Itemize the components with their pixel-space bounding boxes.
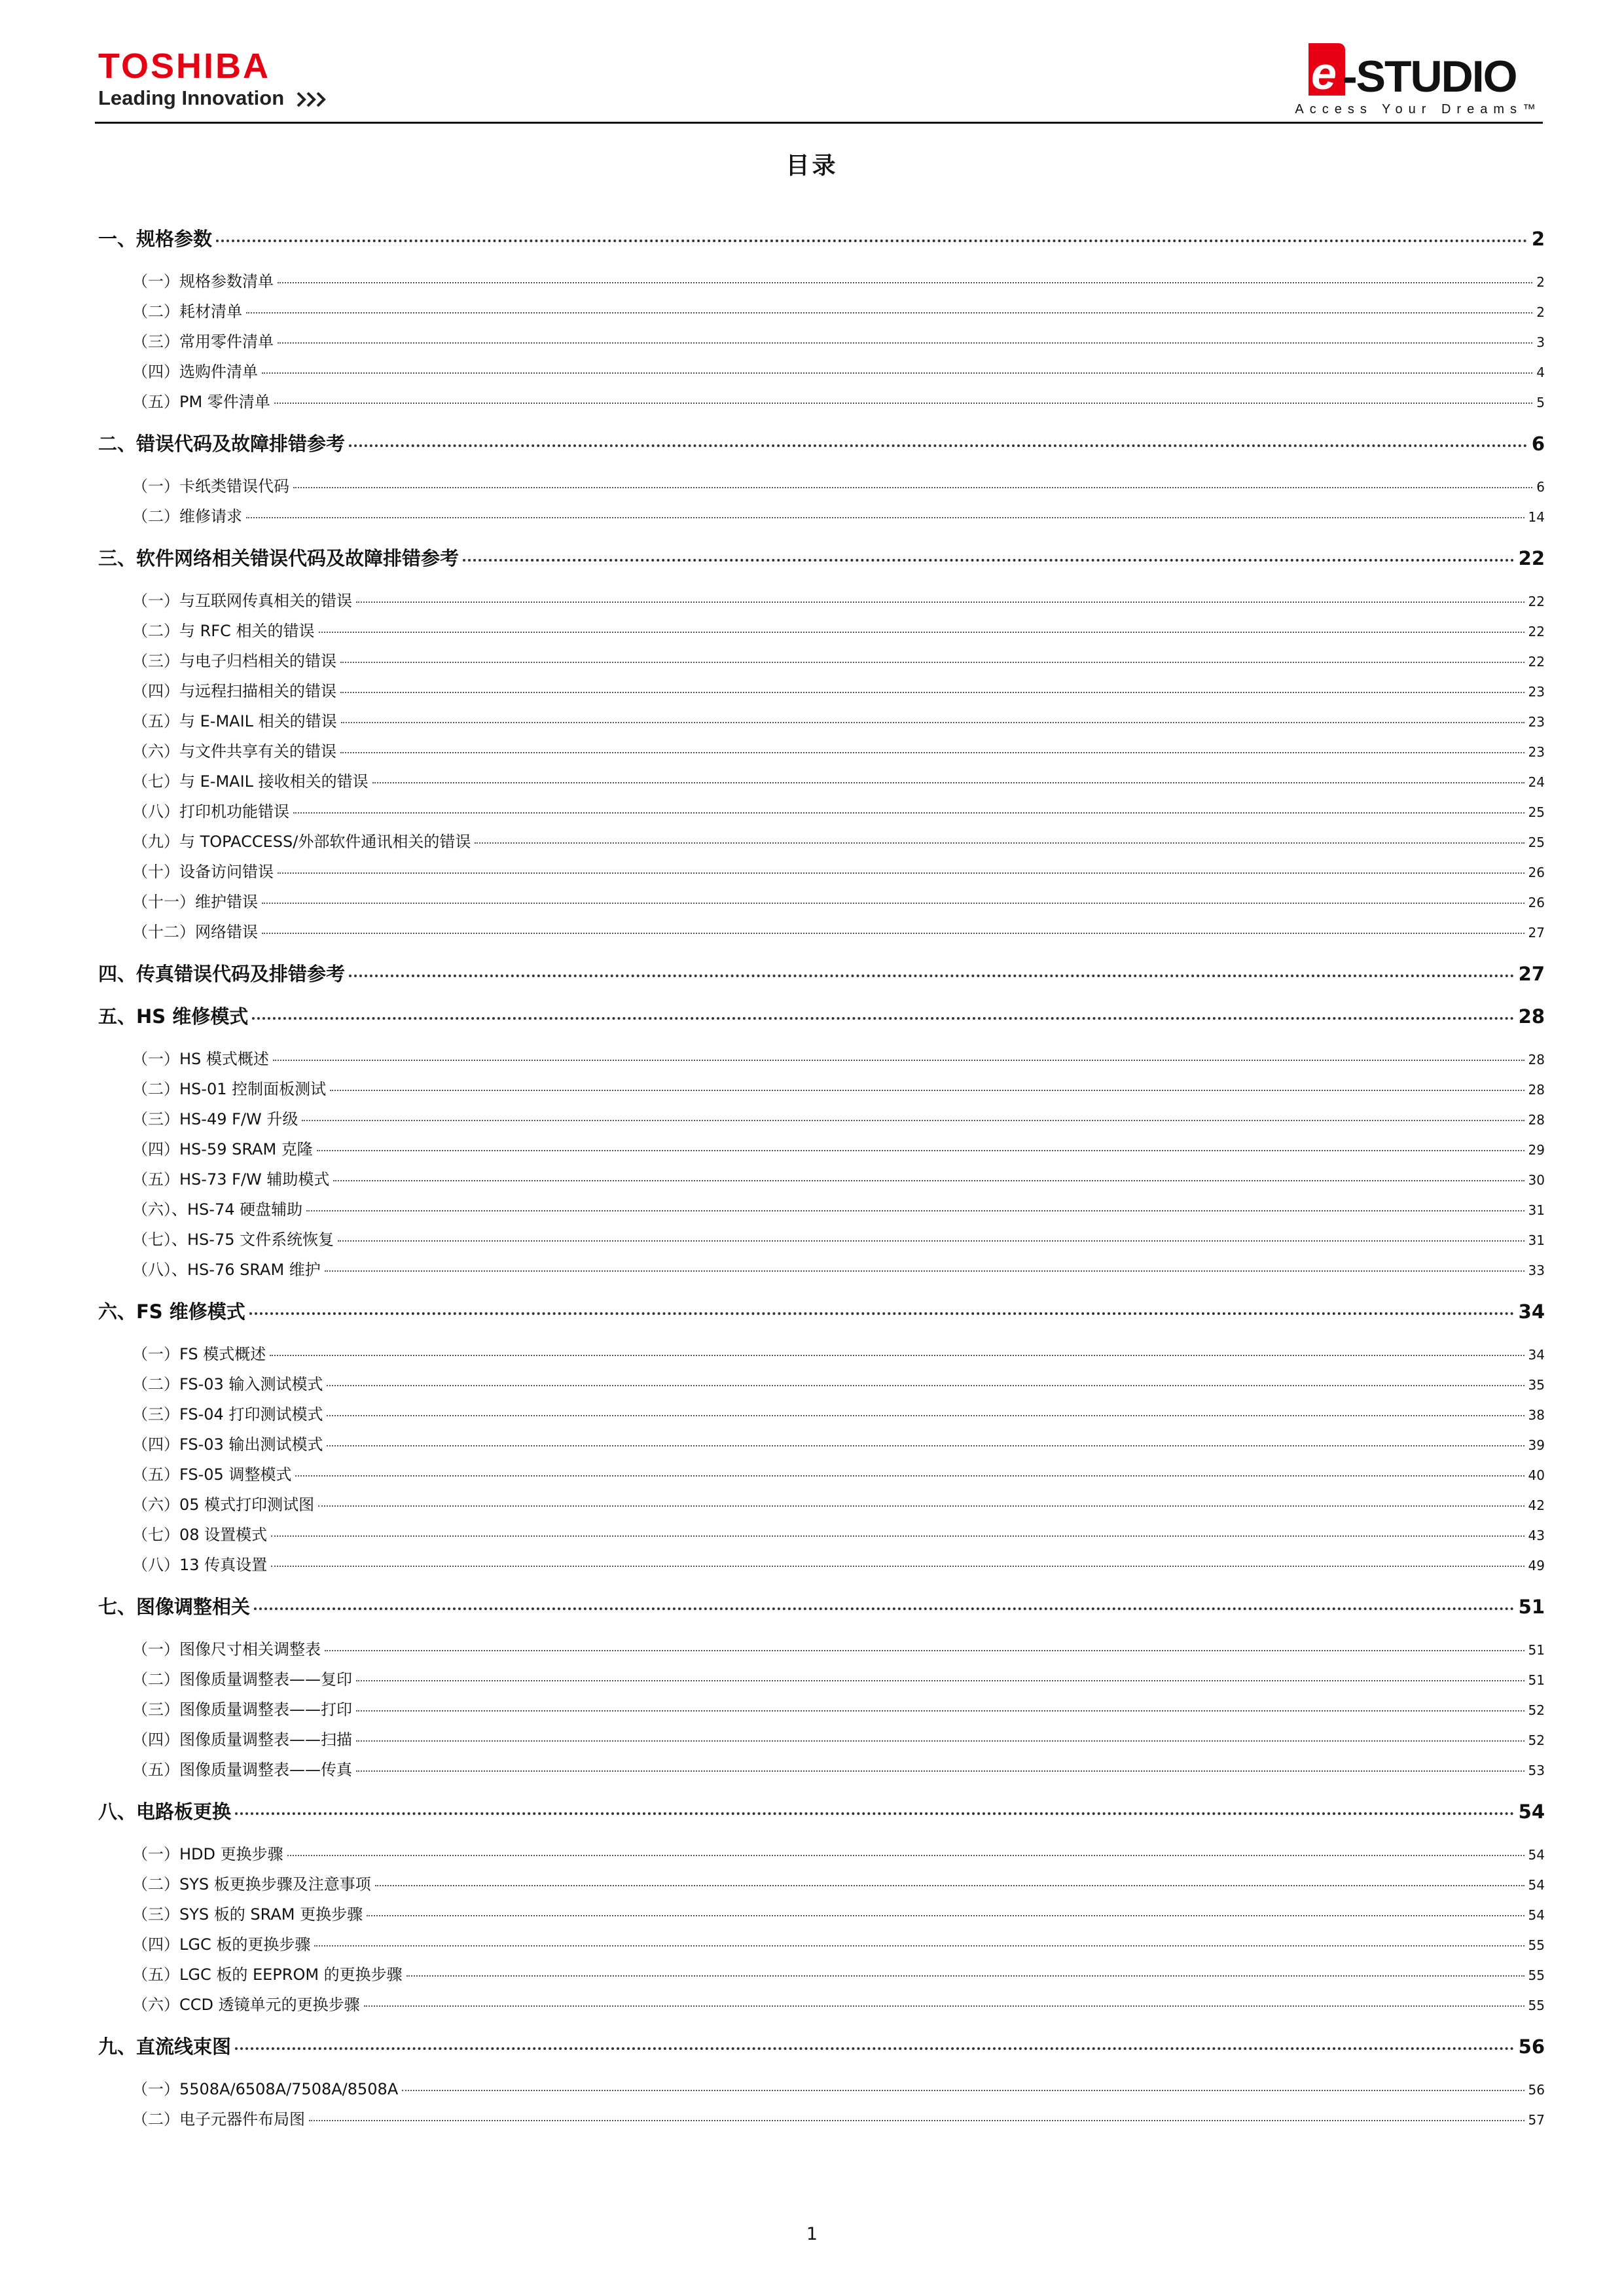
toc-dot-leader	[302, 1120, 1524, 1121]
toc-label: （八）打印机功能错误	[132, 802, 289, 821]
toc-page-number: 2	[1536, 304, 1545, 320]
toc-subsection[interactable]	[98, 1757, 1545, 1779]
toc-label: （二）FS-03 输入测试模式	[132, 1375, 323, 1393]
toc-label: （四）HS-59 SRAM 克隆	[132, 1140, 313, 1158]
toc-label: （三）常用零件清单	[132, 332, 274, 351]
toc-label: 二、错误代码及故障排错参考	[98, 433, 346, 455]
toc-label: （一）与互联网传真相关的错误	[132, 592, 352, 610]
toc-label: （八）13 传真设置	[132, 1556, 268, 1574]
toc-dot-leader	[278, 342, 1532, 344]
toc-subsection[interactable]	[98, 1522, 1545, 1544]
toc-page-number: 29	[1528, 1142, 1545, 1158]
toc-subsection[interactable]	[98, 1046, 1545, 1068]
toc-page-number: 43	[1528, 1528, 1545, 1543]
toc-page-number: 30	[1528, 1172, 1545, 1188]
toc-label: （一）卡纸类错误代码	[132, 477, 289, 495]
toc-dot-leader	[327, 1445, 1524, 1446]
toc-label: （六）与文件共享有关的错误	[132, 742, 336, 761]
toc-dot-leader	[367, 1915, 1524, 1916]
toc-subsection[interactable]	[98, 829, 1545, 851]
toc-page-number: 52	[1528, 1732, 1545, 1748]
toc-page-number: 55	[1528, 1967, 1545, 1983]
toc-subsection[interactable]	[98, 738, 1545, 761]
toc-page-number: 25	[1528, 804, 1545, 820]
toc-subsection[interactable]	[98, 1401, 1545, 1424]
toc-label: （一）HDD 更换步骤	[132, 1845, 283, 1863]
toc-dot-leader	[340, 692, 1525, 693]
toc-page-number: 25	[1528, 834, 1545, 850]
toc-section[interactable]	[98, 2032, 1545, 2058]
estudio-logo	[1303, 39, 1526, 99]
toc-page-number: 34	[1528, 1347, 1545, 1363]
toc-dot-leader	[252, 1017, 1514, 1020]
toc-subsection[interactable]	[98, 1257, 1545, 1279]
toc-dot-leader	[254, 1607, 1515, 1610]
toc-label: （三）SYS 板的 SRAM 更换步骤	[132, 1905, 363, 1924]
toc-dot-leader	[262, 903, 1525, 904]
toc-dot-leader	[306, 1210, 1524, 1211]
toc-page-number: 23	[1528, 714, 1545, 730]
toc-page-number: 53	[1528, 1763, 1545, 1778]
toc-subsection[interactable]	[98, 1636, 1545, 1659]
toc-dot-leader	[317, 1150, 1525, 1151]
toc-section[interactable]	[98, 544, 1545, 570]
toc-dot-leader	[325, 1270, 1525, 1272]
toc-page-number: 27	[1528, 925, 1545, 941]
toc-dot-leader	[327, 1415, 1524, 1416]
toc-label: 八、电路板更换	[98, 1801, 232, 1823]
toc-dot-leader	[314, 1945, 1524, 1946]
chevron-arrows-icon	[297, 91, 331, 108]
toc-page-number: 28	[1528, 1082, 1545, 1098]
toc-page-number: 54	[1518, 1801, 1545, 1823]
toc-page-number: 49	[1528, 1558, 1545, 1573]
toc-label: （九）与 TOPACCESS/外部软件通讯相关的错误	[132, 833, 471, 851]
toc-page-number: 4	[1536, 365, 1545, 380]
toc-subsection[interactable]	[98, 389, 1545, 411]
toc-dot-leader	[309, 2120, 1525, 2121]
toc-dot-leader	[463, 559, 1515, 562]
toc-label: （二）HS-01 控制面板测试	[132, 1080, 327, 1098]
toc-page-number: 35	[1528, 1377, 1545, 1393]
brand-tagline-text: Leading Innovation	[98, 86, 285, 109]
toc-label: （四）LGC 板的更换步骤	[132, 1935, 311, 1954]
toc-subsection[interactable]	[98, 1076, 1545, 1098]
toc-label: （五）与 E-MAIL 相关的错误	[132, 712, 337, 730]
estudio-tagline: Access Your Dreams™	[1295, 102, 1542, 117]
toc-subsection[interactable]	[98, 1196, 1545, 1219]
toc-label: （十一）维护错误	[132, 893, 258, 911]
toc-page-number: 22	[1528, 624, 1545, 639]
toc-label: （二）SYS 板更换步骤及注意事项	[132, 1875, 371, 1893]
toc-page-number: 28	[1528, 1112, 1545, 1128]
toc-dot-leader	[249, 1312, 1515, 1315]
toc-subsection[interactable]	[98, 2076, 1545, 2098]
toc-label: （十二）网络错误	[132, 923, 258, 941]
toc-dot-leader	[262, 933, 1525, 934]
toc-subsection[interactable]	[98, 1727, 1545, 1749]
toc-dot-leader	[356, 601, 1525, 603]
toc-dot-leader	[349, 975, 1515, 977]
toc-dot-leader	[318, 1505, 1524, 1507]
toc-label: （一）图像尺寸相关调整表	[132, 1640, 321, 1659]
toc-label: （五）HS-73 F/W 辅助模式	[132, 1170, 330, 1189]
toc-page-number: 40	[1528, 1467, 1545, 1483]
toc-dot-leader	[340, 662, 1525, 663]
toc-page-number: 34	[1518, 1300, 1545, 1323]
toc-subsection[interactable]	[98, 1992, 1545, 2014]
estudio-brand	[1293, 39, 1542, 124]
toc-dot-leader	[340, 752, 1525, 753]
toc-dot-leader	[274, 403, 1532, 404]
toc-label: （五）PM 零件清单	[132, 393, 270, 411]
svg-text:e: e	[1311, 48, 1337, 99]
toc-page-number: 22	[1528, 654, 1545, 670]
toc-page-number: 56	[1528, 2082, 1545, 2098]
toc-page-number: 26	[1528, 895, 1545, 910]
toc-dot-leader	[287, 1855, 1525, 1856]
toc-subsection[interactable]	[98, 473, 1545, 495]
toc-subsection[interactable]	[98, 1136, 1545, 1158]
toc-dot-leader	[216, 240, 1528, 242]
toc-dot-leader	[475, 842, 1524, 844]
toc-page-number: 22	[1518, 547, 1545, 569]
toc-subsection[interactable]	[98, 1552, 1545, 1574]
toc-dot-leader	[349, 444, 1528, 447]
toc-subsection[interactable]	[98, 889, 1545, 911]
toc-dot-leader	[341, 722, 1525, 723]
toc-label: 四、传真错误代码及排错参考	[98, 963, 346, 985]
toc-dot-leader	[356, 1680, 1525, 1681]
toc-subsection[interactable]	[98, 1492, 1545, 1514]
toc-page-number: 33	[1528, 1263, 1545, 1278]
toc-dot-leader	[356, 1710, 1525, 1712]
toc-dot-leader	[375, 1885, 1525, 1886]
page-title: 目录	[785, 152, 839, 179]
toc-subsection[interactable]	[98, 1901, 1545, 1924]
toc-section[interactable]	[98, 1002, 1545, 1028]
toc-page-number: 42	[1528, 1498, 1545, 1513]
toc-subsection[interactable]	[98, 1227, 1545, 1249]
toc-label: （二）维修请求	[132, 507, 242, 526]
toc-label: 五、HS 维修模式	[98, 1005, 249, 1028]
toc-page-number: 5	[1536, 395, 1545, 410]
toc-dot-leader	[364, 2005, 1525, 2007]
toc-label: （五）图像质量调整表——传真	[132, 1761, 352, 1779]
toc-label: 九、直流线束图	[98, 2036, 232, 2058]
toc-dot-leader	[330, 1090, 1524, 1091]
toc-subsection[interactable]	[98, 1462, 1545, 1484]
toc-label: （五）LGC 板的 EEPROM 的更换步骤	[132, 1965, 403, 1984]
toc-page-number: 56	[1518, 2036, 1545, 2058]
toc-label: （一）FS 模式概述	[132, 1345, 266, 1363]
toc-label: （六）05 模式打印测试图	[132, 1496, 315, 1514]
toc-dot-leader	[325, 1650, 1525, 1651]
toc-dot-leader	[270, 1355, 1524, 1356]
toc-label: （六）、HS-74 硬盘辅助	[132, 1200, 303, 1219]
toc-subsection[interactable]	[98, 1962, 1545, 1984]
toc-label: （五）FS-05 调整模式	[132, 1465, 292, 1484]
toc-subsection[interactable]	[98, 503, 1545, 526]
toc-page-number: 24	[1528, 774, 1545, 790]
toc-dot-leader	[333, 1180, 1524, 1181]
toc-subsection[interactable]	[98, 298, 1545, 321]
toc-subsection[interactable]	[98, 708, 1545, 730]
toc-page-number: 51	[1528, 1642, 1545, 1658]
header-divider	[95, 122, 1543, 124]
toc-section[interactable]	[98, 960, 1545, 986]
toc-page-number: 22	[1528, 594, 1545, 609]
toc-label: （四）与远程扫描相关的错误	[132, 682, 336, 700]
toc-label: （一）规格参数清单	[132, 272, 274, 291]
toc-section[interactable]	[98, 224, 1545, 251]
toc-subsection[interactable]	[98, 1166, 1545, 1189]
toc-page-number: 51	[1518, 1596, 1545, 1618]
toc-dot-leader	[406, 1975, 1525, 1977]
toc-page-number: 51	[1528, 1672, 1545, 1688]
toc-section[interactable]	[98, 1297, 1545, 1323]
toc-label: （三）图像质量调整表——打印	[132, 1700, 352, 1719]
toc-dot-leader	[327, 1385, 1524, 1386]
toc-page-number: 54	[1528, 1877, 1545, 1893]
toc-page-number: 23	[1528, 744, 1545, 760]
toc-dot-leader	[262, 372, 1532, 374]
toc-dot-leader	[235, 2047, 1515, 2050]
toc-label: （二）与 RFC 相关的错误	[132, 622, 315, 640]
toc-subsection[interactable]	[98, 588, 1545, 610]
toc-label: （十）设备访问错误	[132, 863, 274, 881]
toc-label: （六）CCD 透镜单元的更换步骤	[132, 1996, 360, 2014]
toc-label: 一、规格参数	[98, 228, 213, 250]
toc-page-number: 28	[1528, 1052, 1545, 1067]
toc-subsection[interactable]	[98, 648, 1545, 670]
toc-subsection[interactable]	[98, 1666, 1545, 1689]
toc-page-number: 31	[1528, 1232, 1545, 1248]
toc-dot-leader	[293, 487, 1532, 488]
toc-subsection[interactable]	[98, 1106, 1545, 1128]
toc-dot-leader	[319, 632, 1525, 633]
toc-page-number: 2	[1531, 228, 1545, 250]
toc-subsection[interactable]	[98, 1931, 1545, 1954]
toc-label: （三）HS-49 F/W 升级	[132, 1110, 298, 1128]
toc-subsection[interactable]	[98, 2106, 1545, 2128]
toc-dot-leader	[356, 1770, 1525, 1772]
toc-label: 七、图像调整相关	[98, 1596, 251, 1618]
toc-subsection[interactable]	[98, 1341, 1545, 1363]
page-number: 1	[806, 2224, 818, 2244]
toc-subsection[interactable]	[98, 768, 1545, 791]
toc-label: 六、FS 维修模式	[98, 1300, 245, 1323]
toc-label: （七）、HS-75 文件系统恢复	[132, 1230, 334, 1249]
page-header	[98, 39, 1542, 124]
toc-label: （二）电子元器件布局图	[132, 2110, 305, 2128]
toc-subsection[interactable]	[98, 1871, 1545, 1893]
toc-page-number: 6	[1536, 479, 1545, 495]
toc-dot-leader	[246, 517, 1525, 518]
toc-label: （三）与电子归档相关的错误	[132, 652, 336, 670]
toc-label: （一）HS 模式概述	[132, 1050, 269, 1068]
toc-page-number: 39	[1528, 1437, 1545, 1453]
toc-dot-leader	[273, 1060, 1525, 1061]
toc-page-number: 6	[1531, 433, 1545, 455]
toc-label: （三）FS-04 打印测试模式	[132, 1405, 323, 1424]
toc-dot-leader	[271, 1566, 1524, 1567]
toc-label: （四）图像质量调整表——扫描	[132, 1731, 352, 1749]
toc-label: （七）与 E-MAIL 接收相关的错误	[132, 772, 369, 791]
toc-label: （二）图像质量调整表——复印	[132, 1670, 352, 1689]
toc-page-number: 26	[1528, 865, 1545, 880]
toc-page-number: 54	[1528, 1847, 1545, 1863]
toc-section[interactable]	[98, 1592, 1545, 1619]
toc-page-number: 14	[1528, 509, 1545, 525]
toc-dot-leader	[278, 872, 1525, 874]
toc-page-number: 31	[1528, 1202, 1545, 1218]
toc-subsection[interactable]	[98, 678, 1545, 700]
toc-subsection[interactable]	[98, 859, 1545, 881]
toc-page-number: 2	[1536, 274, 1545, 290]
toc-label: 三、软件网络相关错误代码及故障排错参考	[98, 547, 460, 569]
toshiba-logo: TOSHIBA	[98, 46, 271, 86]
toc-dot-leader	[356, 1740, 1525, 1742]
toc-subsection[interactable]	[98, 798, 1545, 821]
toc-section[interactable]	[98, 1797, 1545, 1823]
toc-dot-leader	[295, 1475, 1524, 1477]
toc-label: （一）5508A/6508A/7508A/8508A	[132, 2080, 399, 2098]
toc-dot-leader	[278, 282, 1532, 283]
toc-dot-leader	[372, 782, 1525, 783]
toc-page-number: 55	[1528, 1937, 1545, 1953]
toc-page-number: 28	[1518, 1005, 1545, 1028]
toc-subsection[interactable]	[98, 1431, 1545, 1454]
toc-subsection[interactable]	[98, 329, 1545, 351]
toc-page-number: 23	[1528, 684, 1545, 700]
toc-dot-leader	[271, 1535, 1524, 1537]
toc-dot-leader	[246, 312, 1532, 314]
toc-page-number: 54	[1528, 1907, 1545, 1923]
brand-tagline	[98, 88, 331, 108]
toc-page-number: 3	[1536, 334, 1545, 350]
toc-dot-leader	[338, 1240, 1524, 1242]
toc-subsection[interactable]	[98, 268, 1545, 291]
toc-label: （二）耗材清单	[132, 302, 242, 321]
toc-label: （八）、HS-76 SRAM 维护	[132, 1261, 321, 1279]
toc-subsection[interactable]	[98, 618, 1545, 640]
toc-dot-leader	[402, 2090, 1524, 2091]
toc-page-number: 38	[1528, 1407, 1545, 1423]
toc-page-number: 52	[1528, 1702, 1545, 1718]
toc-section[interactable]	[98, 429, 1545, 456]
toc-label: （四）FS-03 输出测试模式	[132, 1435, 323, 1454]
toc-label: （四）选购件清单	[132, 363, 258, 381]
toc-label: （七）08 设置模式	[132, 1526, 268, 1544]
toc-dot-leader	[235, 1812, 1515, 1815]
toc-page-number: 55	[1528, 1998, 1545, 2013]
toc-subsection[interactable]	[98, 1841, 1545, 1863]
toc-page-number: 27	[1518, 963, 1545, 985]
toc-subsection[interactable]	[98, 359, 1545, 381]
toc-subsection[interactable]	[98, 919, 1545, 941]
toc-page-number: 57	[1528, 2112, 1545, 2128]
toc-subsection[interactable]	[98, 1371, 1545, 1393]
toc-dot-leader	[293, 812, 1525, 814]
toc-subsection[interactable]	[98, 1696, 1545, 1719]
svg-text:-STUDIO: -STUDIO	[1343, 52, 1517, 99]
